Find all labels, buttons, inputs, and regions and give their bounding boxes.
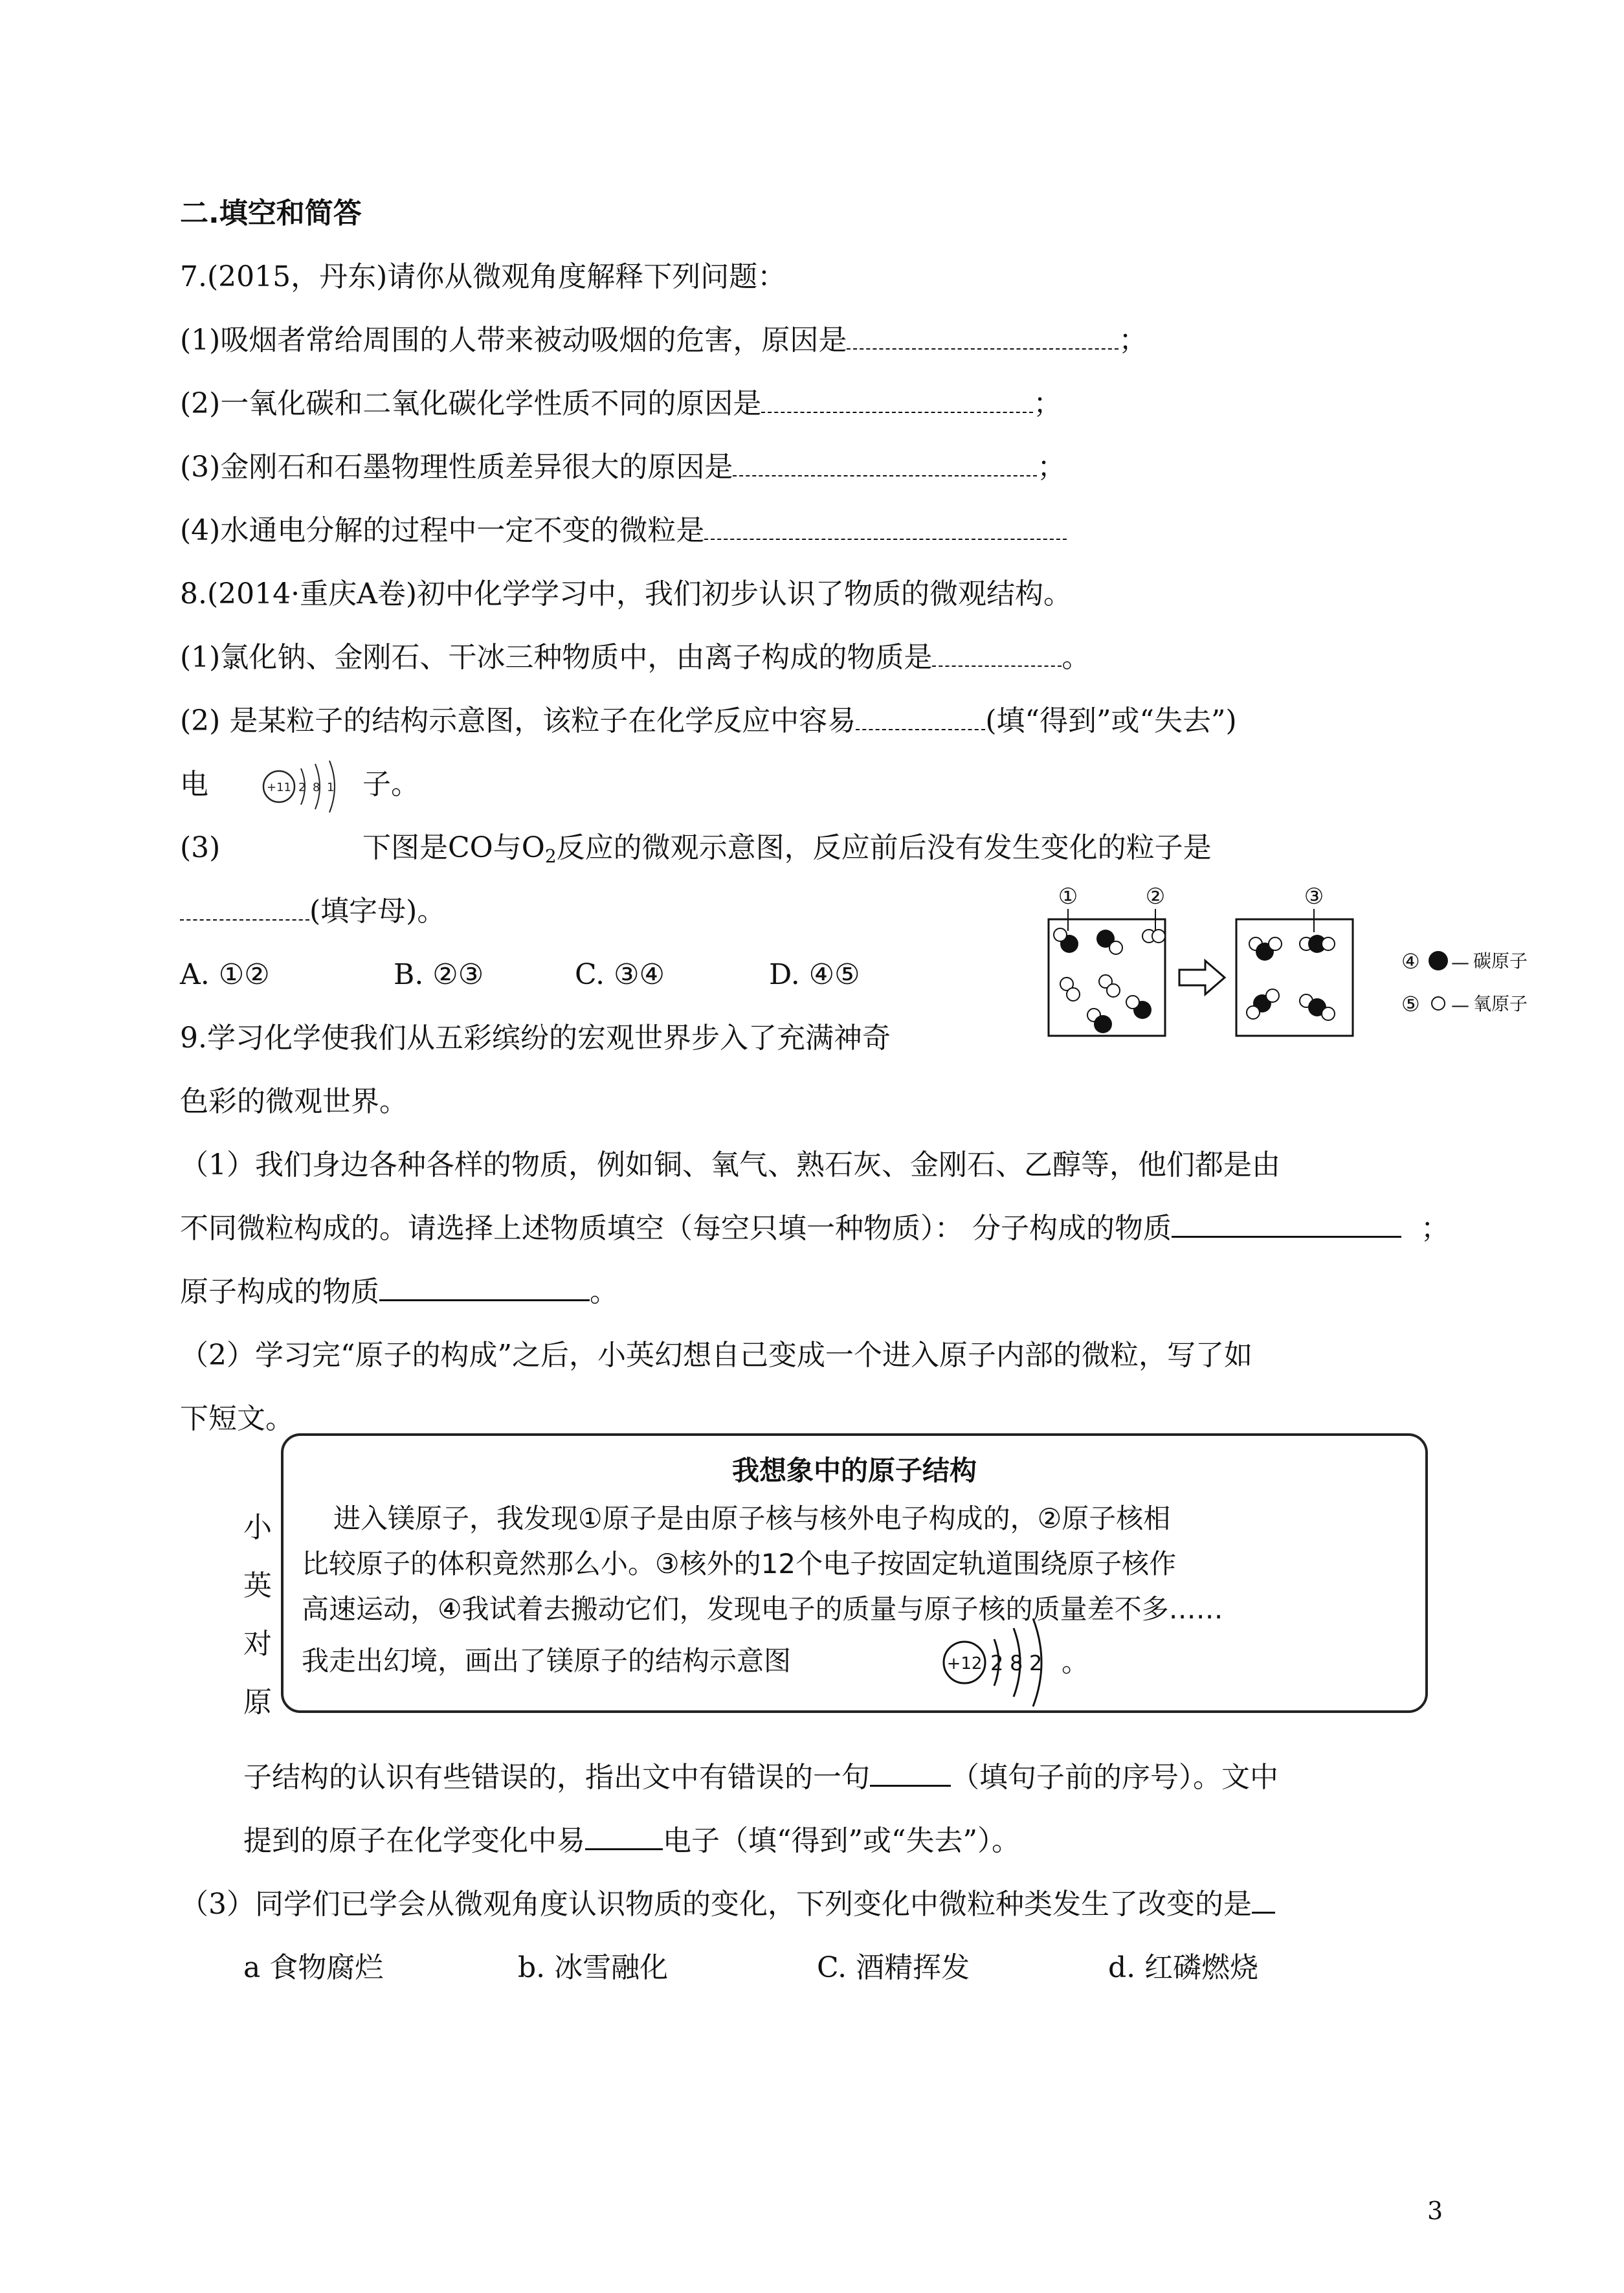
co2-molecule bbox=[1249, 937, 1282, 961]
q9-part3 bbox=[180, 1885, 1275, 1924]
q9-part3-blank[interactable] bbox=[1252, 1886, 1275, 1914]
q8-option-a: A. ①② bbox=[180, 958, 270, 991]
co2-molecule bbox=[1300, 994, 1335, 1020]
q8-part3-text-cont: 反应的微观示意图，反应前后没有发生变化的粒子是 bbox=[556, 831, 1212, 864]
q7-part2 bbox=[180, 385, 1062, 423]
q9-part1-a: （1）我们身边各种各样的物质，例如铜、氧气、熟石灰、金刚石、乙醇等，他们都是由 bbox=[180, 1148, 1280, 1181]
q9-option-b: b. 冰雪融化 bbox=[518, 1951, 669, 1984]
shell-count: 2 bbox=[298, 781, 306, 794]
o2-molecule bbox=[1099, 975, 1120, 997]
q7-stem: 7.(2015，丹东)请你从微观角度解释下列问题： bbox=[180, 260, 786, 293]
q9-error-sentence-blank[interactable] bbox=[870, 1759, 951, 1787]
q7-part1 bbox=[180, 321, 1147, 360]
q7-semicolon: ； bbox=[1033, 387, 1062, 420]
co2-molecule bbox=[1247, 989, 1279, 1019]
q8-answer-blank-3[interactable] bbox=[180, 893, 309, 921]
marker-3: ③ bbox=[1304, 884, 1324, 910]
q9-part1-b-text: 不同微粒构成的。请选择上述物质填空（每空只填一种物质）： 分子构成的物质 bbox=[180, 1212, 1172, 1245]
legend-label-carbon: 碳原子 bbox=[1473, 950, 1528, 972]
q7-answer-blank-2[interactable] bbox=[761, 386, 1033, 413]
reaction-diagram bbox=[1036, 880, 1553, 1049]
co-molecule bbox=[1054, 928, 1078, 953]
q8-part2-end: (填“得到”或“失去”) bbox=[985, 704, 1237, 737]
q9-part2-c-text: 子结构的认识有些错误的，指出文中有错误的一句 bbox=[243, 1761, 870, 1794]
side-char: 对 bbox=[243, 1627, 272, 1661]
q9-part2-d bbox=[243, 1822, 1020, 1861]
side-char: 英 bbox=[243, 1569, 272, 1602]
q9-part1-b bbox=[180, 1209, 1449, 1248]
marker-2: ② bbox=[1145, 884, 1166, 910]
q8-part1 bbox=[180, 638, 1090, 677]
q7-part4 bbox=[180, 511, 1067, 550]
story-line-4-end: 。 bbox=[1062, 1646, 1089, 1678]
nucleus-charge: +11 bbox=[267, 781, 291, 794]
q7-semicolon: ； bbox=[1118, 324, 1148, 357]
legend-dash: — bbox=[1451, 952, 1469, 973]
q7-part3-text: (3)金刚石和石墨物理性质差异很大的原因是 bbox=[180, 451, 733, 484]
mg-nucleus-charge: +12 bbox=[946, 1654, 983, 1673]
story-line-1: 进入镁原子，我发现①原子是由原子核与核外电子构成的，②原子核相 bbox=[333, 1503, 1171, 1534]
story-title: 我想象中的原子结构 bbox=[731, 1455, 977, 1486]
co-molecule bbox=[1126, 996, 1151, 1019]
q8-part2-cont-a: 电 bbox=[180, 768, 208, 801]
legend-num-4: ④ bbox=[1401, 949, 1420, 974]
shell-count: 1 bbox=[327, 781, 335, 794]
q8-part3-cont bbox=[180, 892, 445, 931]
q8-part3-label: (3) bbox=[180, 831, 221, 864]
q9-part2-b: 下短文。 bbox=[180, 1402, 294, 1435]
q9-part2-c bbox=[243, 1758, 1278, 1797]
q9-part2-c-text-cont: （填句子前的序号）。文中 bbox=[951, 1761, 1278, 1794]
side-char: 小 bbox=[243, 1511, 272, 1544]
q8-part2-text: (2) 是某粒子的结构示意图，该粒子在化学反应中容易 bbox=[180, 704, 856, 737]
q8-part3-end: (填字母)。 bbox=[309, 895, 446, 928]
q9-part1-c bbox=[180, 1273, 618, 1312]
marker-1: ① bbox=[1058, 884, 1078, 910]
q9-part1-c-end: 。 bbox=[590, 1275, 618, 1308]
q9-part2-a: （2）学习完“原子的构成”之后，小英幻想自己变成一个进入原子内部的微粒，写了如 bbox=[180, 1339, 1252, 1372]
q7-part1-text: (1)吸烟者常给周围的人带来被动吸烟的危害，原因是 bbox=[180, 324, 847, 357]
q8-part3-text: 下图是CO与O bbox=[362, 831, 545, 864]
q8-option-d: D. ④⑤ bbox=[769, 958, 860, 991]
o2-molecule bbox=[1142, 930, 1165, 943]
q9-electron-blank[interactable] bbox=[585, 1822, 663, 1850]
q9-atom-substance-blank[interactable] bbox=[379, 1273, 590, 1301]
q9-option-d: d. 红磷燃烧 bbox=[1108, 1951, 1259, 1984]
q8-stem: 8.(2014·重庆A卷)初中化学学习中，我们初步认识了物质的微观结构。 bbox=[180, 577, 1073, 610]
mg-shell-count: 2 bbox=[990, 1651, 1004, 1675]
q8-option-c: C. ③④ bbox=[575, 958, 665, 991]
q9-part2-d-text-cont: 电子（填“得到”或“失去”）。 bbox=[663, 1824, 1020, 1857]
q9-molecule-substance-blank[interactable] bbox=[1172, 1210, 1401, 1238]
q8-part1-text: (1)氯化钠、金刚石、干冰三种物质中，由离子构成的物质是 bbox=[180, 641, 933, 674]
q7-part4-text: (4)水通电分解的过程中一定不变的微粒是 bbox=[180, 514, 705, 547]
mg-shell-count: 8 bbox=[1010, 1651, 1023, 1675]
q9-stem-b: 色彩的微观世界。 bbox=[180, 1085, 408, 1118]
q9-part2-d-text: 提到的原子在化学变化中易 bbox=[243, 1824, 585, 1857]
q9-part1-c-text: 原子构成的物质 bbox=[180, 1275, 379, 1308]
q8-answer-blank-2[interactable] bbox=[856, 703, 985, 730]
q7-answer-blank-3[interactable] bbox=[733, 449, 1037, 476]
q7-part2-text: (2)一氧化碳和二氧化碳化学性质不同的原因是 bbox=[180, 387, 762, 420]
q8-part2-cont-b: 子。 bbox=[362, 768, 419, 801]
section-title: 二.填空和简答 bbox=[180, 197, 362, 230]
q7-part3 bbox=[180, 448, 1065, 487]
story-line-2: 比较原子的体积竟然那么小。③核外的12个电子按固定轨道围绕原子核作 bbox=[302, 1548, 1177, 1580]
q8-part2 bbox=[180, 702, 1237, 741]
q8-part3-subscript: 2 bbox=[544, 845, 557, 867]
q8-part3 bbox=[362, 829, 1212, 876]
sodium-structure-diagram bbox=[256, 754, 353, 825]
shell-count: 8 bbox=[313, 781, 320, 794]
q8-option-b: B. ②③ bbox=[394, 958, 484, 991]
legend-label-oxygen: 氧原子 bbox=[1473, 993, 1528, 1014]
q9-option-c: C. 酒精挥发 bbox=[817, 1951, 970, 1984]
q7-answer-blank-1[interactable] bbox=[847, 322, 1118, 350]
q9-option-a: a 食物腐烂 bbox=[243, 1951, 384, 1984]
o2-molecule bbox=[1060, 978, 1080, 1001]
q8-part1-end: 。 bbox=[1062, 641, 1091, 674]
mg-shell-count: 2 bbox=[1029, 1651, 1043, 1675]
q8-answer-blank-1[interactable] bbox=[932, 640, 1062, 667]
story-line-4: 我走出幻境，画出了镁原子的结构示意图 bbox=[302, 1645, 792, 1677]
q7-semicolon: ； bbox=[1037, 451, 1066, 484]
carbon-atom-icon bbox=[1429, 951, 1448, 970]
q9-part3-text: （3）同学们已学会从微观角度认识物质的变化，下列变化中微粒种类发生了改变的是 bbox=[180, 1888, 1252, 1921]
side-char: 原 bbox=[243, 1686, 272, 1719]
legend-num-5: ⑤ bbox=[1401, 992, 1420, 1016]
story-line-3: 高速运动，④我试着去搬动它们，发现电子的质量与原子核的质量差不多…… bbox=[302, 1593, 1223, 1625]
co2-molecule bbox=[1300, 935, 1335, 953]
reaction-arrow bbox=[1179, 961, 1225, 994]
q7-answer-blank-4[interactable] bbox=[704, 513, 1067, 540]
oxygen-atom-icon bbox=[1432, 997, 1445, 1010]
page-number: 3 bbox=[1427, 2197, 1443, 2225]
co-molecule bbox=[1087, 1009, 1112, 1033]
legend-dash: — bbox=[1451, 994, 1469, 1016]
q9-stem-a: 9.学习化学使我们从五彩缤纷的宏观世界步入了充满神奇 bbox=[180, 1022, 891, 1055]
co-molecule bbox=[1096, 930, 1122, 954]
q9-part1-b-end: ； bbox=[1420, 1212, 1449, 1245]
story-box bbox=[278, 1431, 1430, 1716]
